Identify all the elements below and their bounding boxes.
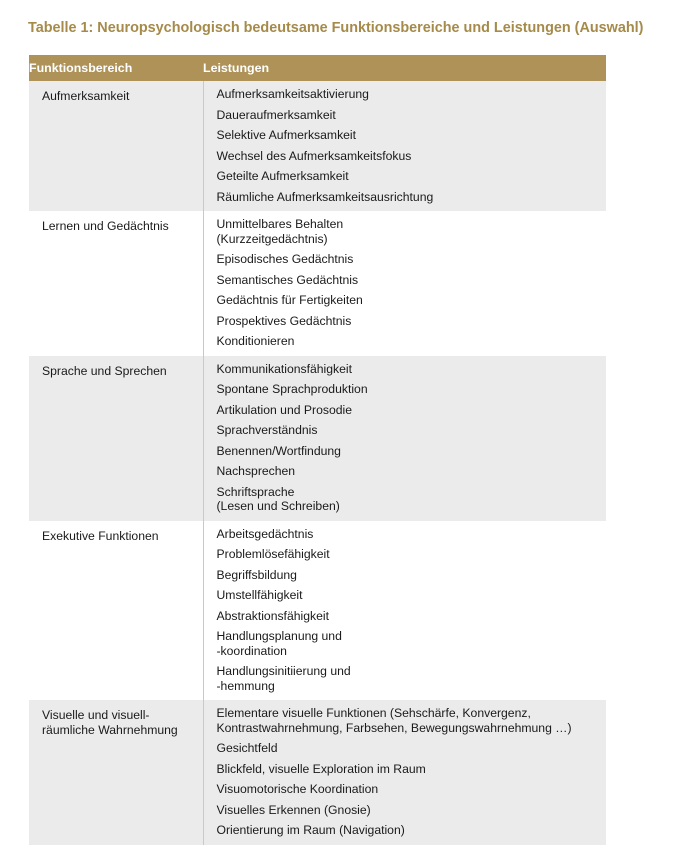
list-item: Konditionieren xyxy=(216,334,295,348)
table-row xyxy=(29,211,606,356)
functions-table xyxy=(29,55,606,845)
list-item: Blickfeld, visuelle Exploration im Raum xyxy=(216,761,426,776)
table-row xyxy=(29,700,606,845)
list-item: Umstellfähigkeit xyxy=(216,588,303,602)
list-item: Wechsel des Aufmerksamkeitsfokus xyxy=(216,148,412,163)
list-item: Gesichtfeld xyxy=(216,741,278,755)
category-cell xyxy=(29,211,203,356)
list-item: Arbeitsgedächtnis xyxy=(216,526,314,541)
category-cell xyxy=(29,81,203,211)
category-label: Aufmerksamkeit xyxy=(42,89,130,103)
category-label: Visuelle und visuell- räumliche Wahrnehmung xyxy=(42,708,178,737)
table-body xyxy=(29,81,606,845)
list-item: Handlungsplanung und -koordination xyxy=(216,629,342,658)
table-title: Tabelle 1: Neuropsychologisch bedeutsame Funktionsbereiche und Leistungen (Auswahl) xyxy=(28,20,644,36)
category-label: Sprache und Sprechen xyxy=(42,363,167,378)
performance-cell xyxy=(203,521,606,701)
list-item: Aufmerksamkeitsaktivierung xyxy=(216,87,369,101)
list-item: Begriffsbildung xyxy=(216,567,297,582)
category-cell xyxy=(29,356,203,521)
list-item: Semantisches Gedächtnis xyxy=(216,272,359,287)
column-header-funktionsbereich: Funktionsbereich xyxy=(29,55,203,81)
list-item: Daueraufmerksamkeit xyxy=(216,107,336,122)
list-item: Sprachverständnis xyxy=(216,423,318,437)
category-cell xyxy=(29,521,203,701)
category-cell xyxy=(29,700,203,845)
list-item: Visuomotorische Koordination xyxy=(216,782,379,796)
list-item: Benennen/Wortfindung xyxy=(216,443,341,458)
table-row xyxy=(29,356,606,521)
list-item: Handlungsinitiierung und -hemmung xyxy=(216,664,351,693)
performance-cell xyxy=(203,211,606,356)
list-item: Geteilte Aufmerksamkeit xyxy=(216,169,349,183)
table-row xyxy=(29,521,606,701)
list-item: Gedächtnis für Fertigkeiten xyxy=(216,293,363,307)
list-item: Räumliche Aufmerksamkeitsausrichtung xyxy=(216,189,434,204)
list-item: Artikulation und Prosodie xyxy=(216,402,352,417)
list-item: Abstraktionsfähigkeit xyxy=(216,608,329,623)
table-header-row xyxy=(29,55,606,81)
list-item: Schriftsprache (Lesen und Schreiben) xyxy=(216,484,340,513)
list-item: Kommunikationsfähigkeit xyxy=(216,361,352,376)
category-label: Exekutive Funktionen xyxy=(42,528,159,543)
list-item: Prospektives Gedächtnis xyxy=(216,313,352,328)
column-header-leistungen: Leistungen xyxy=(203,55,606,81)
list-item: Visuelles Erkennen (Gnosie) xyxy=(216,802,371,817)
list-item: Spontane Sprachproduktion xyxy=(216,382,368,396)
list-item: Problemlösefähigkeit xyxy=(216,547,330,561)
performance-cell xyxy=(203,700,606,845)
list-item: Unmittelbares Behalten (Kurzzeitgedächtnis) xyxy=(216,217,344,246)
list-item: Nachsprechen xyxy=(216,464,296,478)
performance-cell xyxy=(203,81,606,211)
list-item: Elementare visuelle Funktionen (Sehschärfe, Konvergenz, Kontrastwahrnehmung, Farbsehen, Bewegungswahrnehmung …) xyxy=(216,706,572,735)
table-row xyxy=(29,81,606,211)
category-label: Lernen und Gedächtnis xyxy=(42,219,169,233)
performance-cell xyxy=(203,356,606,521)
list-item: Orientierung im Raum (Navigation) xyxy=(216,823,405,837)
list-item: Episodisches Gedächtnis xyxy=(216,252,354,266)
list-item: Selektive Aufmerksamkeit xyxy=(216,128,357,142)
